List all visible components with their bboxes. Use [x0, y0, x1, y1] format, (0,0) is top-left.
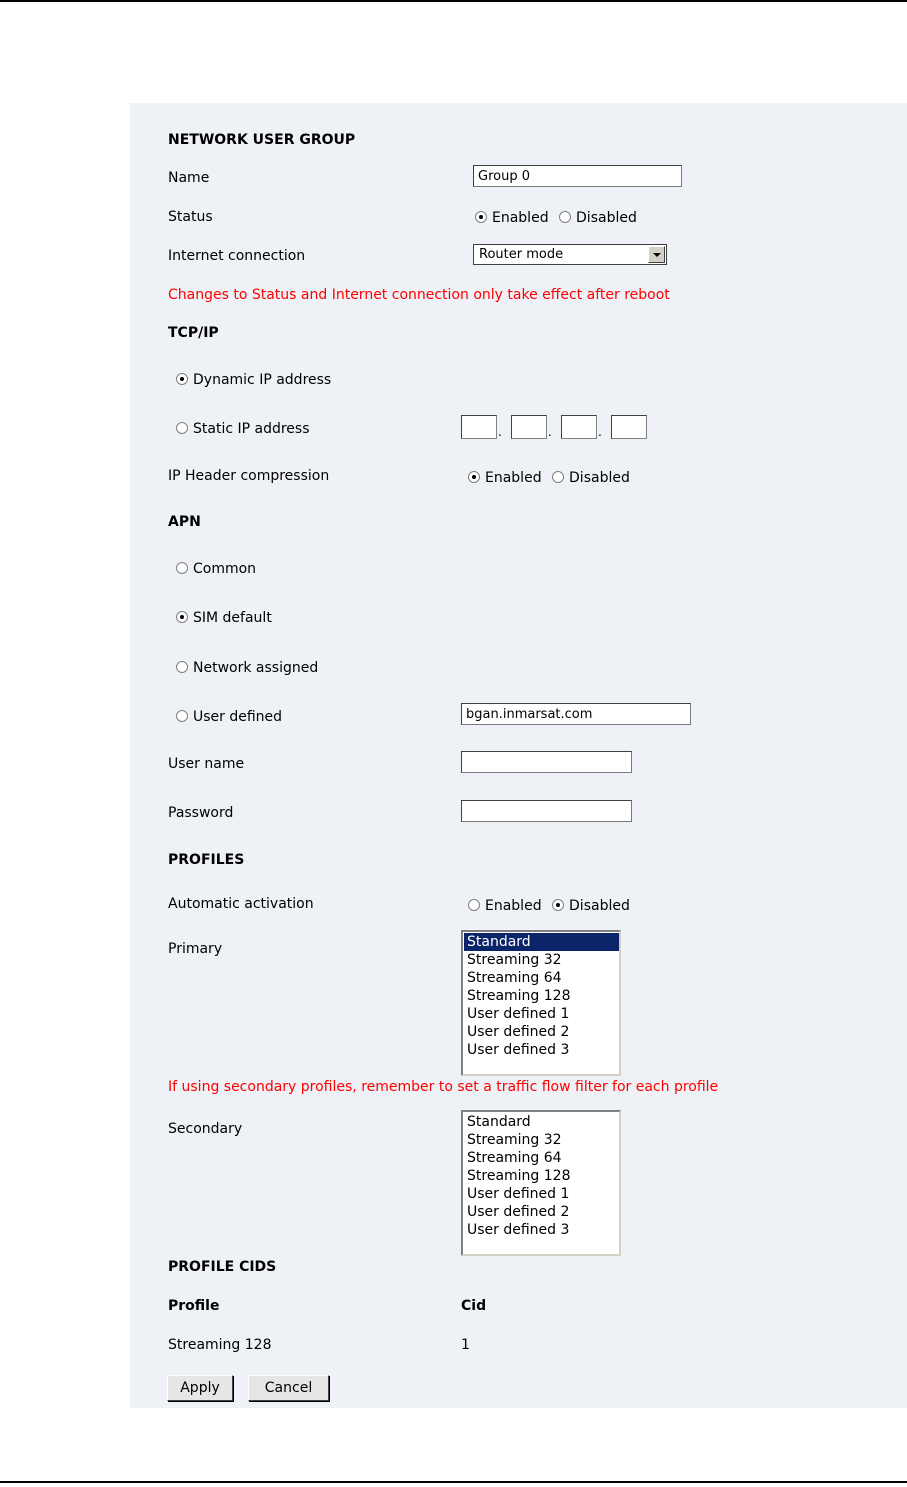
- automatic-activation-label: Automatic activation: [168, 896, 314, 912]
- section-profile-cids: PROFILE CIDS: [168, 1259, 277, 1275]
- apn-network-assigned-radio[interactable]: [176, 661, 188, 673]
- name-input[interactable]: [473, 165, 682, 187]
- auto-activation-enabled-radio[interactable]: [468, 899, 480, 911]
- secondary-profile-listbox[interactable]: [461, 1110, 621, 1256]
- apn-sim-default-label: SIM default: [193, 610, 272, 626]
- username-label: User name: [168, 756, 245, 772]
- name-label: Name: [168, 170, 210, 186]
- apn-common-option: [176, 559, 256, 579]
- status-enabled-label: Enabled: [492, 210, 549, 226]
- apn-user-defined-label: User defined: [193, 709, 283, 725]
- primary-option[interactable]: Streaming 128: [467, 988, 571, 1004]
- password-input[interactable]: [461, 800, 632, 822]
- primary-option[interactable]: Streaming 64: [467, 970, 562, 986]
- primary-profile-listbox[interactable]: [461, 930, 621, 1076]
- primary-label: Primary: [168, 941, 223, 957]
- top-rule: [0, 0, 907, 2]
- apn-common-radio[interactable]: [176, 562, 188, 574]
- internet-connection-value: Router mode: [479, 247, 564, 262]
- auto-activation-enabled-label: Enabled: [485, 898, 542, 914]
- section-tcpip: TCP/IP: [168, 325, 219, 341]
- cid-row-profile: Streaming 128: [168, 1337, 272, 1353]
- primary-option[interactable]: User defined 1: [467, 1006, 570, 1022]
- header-compression-radio-group: [468, 468, 630, 488]
- status-label: Status: [168, 209, 213, 225]
- apn-user-defined-input[interactable]: [461, 703, 691, 725]
- secondary-option[interactable]: User defined 2: [467, 1204, 570, 1220]
- cid-row-cid: 1: [461, 1337, 470, 1353]
- header-compression-label: IP Header compression: [168, 468, 330, 484]
- static-ip-label: Static IP address: [193, 421, 310, 437]
- secondary-option[interactable]: User defined 3: [467, 1222, 570, 1238]
- apn-network-assigned-label: Network assigned: [193, 660, 319, 676]
- section-apn: APN: [168, 514, 201, 530]
- apn-network-assigned-option: [176, 658, 318, 678]
- header-compression-enabled-radio[interactable]: [468, 471, 480, 483]
- reboot-warning: Changes to Status and Internet connection only take effect after reboot: [168, 287, 670, 303]
- secondary-option[interactable]: User defined 1: [467, 1186, 570, 1202]
- secondary-option[interactable]: Streaming 64: [467, 1150, 562, 1166]
- header-compression-disabled-radio[interactable]: [552, 471, 564, 483]
- apn-user-defined-radio[interactable]: [176, 710, 188, 722]
- primary-option[interactable]: User defined 3: [467, 1042, 570, 1058]
- secondary-profiles-warning: If using secondary profiles, remember to set a traffic flow filter for each profile: [168, 1079, 719, 1095]
- static-ip-option: [176, 419, 310, 439]
- password-label: Password: [168, 805, 234, 821]
- header-compression-enabled-label: Enabled: [485, 470, 542, 486]
- internet-connection-label: Internet connection: [168, 248, 306, 264]
- status-radio-group: [475, 208, 637, 228]
- dynamic-ip-radio[interactable]: [176, 373, 188, 385]
- primary-option[interactable]: Standard: [464, 933, 619, 951]
- auto-activation-disabled-label: Disabled: [569, 898, 630, 914]
- header-compression-disabled-label: Disabled: [569, 470, 630, 486]
- apply-button[interactable]: Apply: [167, 1375, 233, 1401]
- static-ip-octet-4[interactable]: [611, 415, 647, 439]
- dynamic-ip-label: Dynamic IP address: [193, 372, 332, 388]
- static-ip-octet-2[interactable]: [511, 415, 547, 439]
- column-header-profile: Profile: [168, 1298, 220, 1314]
- apn-user-defined-option: [176, 707, 282, 727]
- secondary-option[interactable]: Streaming 128: [467, 1168, 571, 1184]
- column-header-cid: Cid: [461, 1298, 487, 1314]
- username-input[interactable]: [461, 751, 632, 773]
- apn-sim-default-radio[interactable]: [176, 611, 188, 623]
- auto-activation-disabled-radio[interactable]: [552, 899, 564, 911]
- automatic-activation-radio-group: [468, 896, 630, 916]
- static-ip-octet-3[interactable]: [561, 415, 597, 439]
- status-disabled-label: Disabled: [576, 210, 637, 226]
- secondary-option[interactable]: Standard: [467, 1114, 531, 1130]
- secondary-option[interactable]: Streaming 32: [467, 1132, 562, 1148]
- internet-connection-select[interactable]: [473, 244, 667, 265]
- network-user-group-panel: NETWORK USER GROUP Name Group 0 Status Enabled Disabled Internet connection Router mode Changes to Status and Internet connection only take effect after reboot TCP/IP Dynamic IP address Static IP address . . . IP Header compression Enabled Disabled APN Common SIM default Network assigned User defined bgan.inmarsat.com User name Password PROFILES Automatic activation Enabled Disabled Primary Standard Streaming 32 Streaming 64 Streaming 128 User defined 1 User defined 2 User defined 3 If using secondary profiles, remember to set a traffic flow filter for each profile Secondary Standard Streaming 32 Streaming 64 Streaming 128 User defined 1 User defined 2 User defined 3 PROFILE CIDS Profile Cid Streaming 128 1 Apply Cancel: [130, 103, 907, 1408]
- cancel-button[interactable]: Cancel: [248, 1375, 329, 1401]
- status-enabled-radio[interactable]: [475, 211, 487, 223]
- primary-option[interactable]: User defined 2: [467, 1024, 570, 1040]
- secondary-label: Secondary: [168, 1121, 243, 1137]
- static-ip-radio[interactable]: [176, 422, 188, 434]
- apn-common-label: Common: [193, 561, 257, 577]
- static-ip-octet-1[interactable]: [461, 415, 497, 439]
- primary-option[interactable]: Streaming 32: [467, 952, 562, 968]
- status-disabled-radio[interactable]: [559, 211, 571, 223]
- apn-sim-default-option: [176, 608, 272, 628]
- bottom-rule: [0, 1481, 907, 1483]
- chevron-down-icon[interactable]: [648, 246, 665, 263]
- dynamic-ip-option: [176, 370, 331, 390]
- section-profiles: PROFILES: [168, 852, 245, 868]
- section-network-user-group: NETWORK USER GROUP: [168, 132, 356, 148]
